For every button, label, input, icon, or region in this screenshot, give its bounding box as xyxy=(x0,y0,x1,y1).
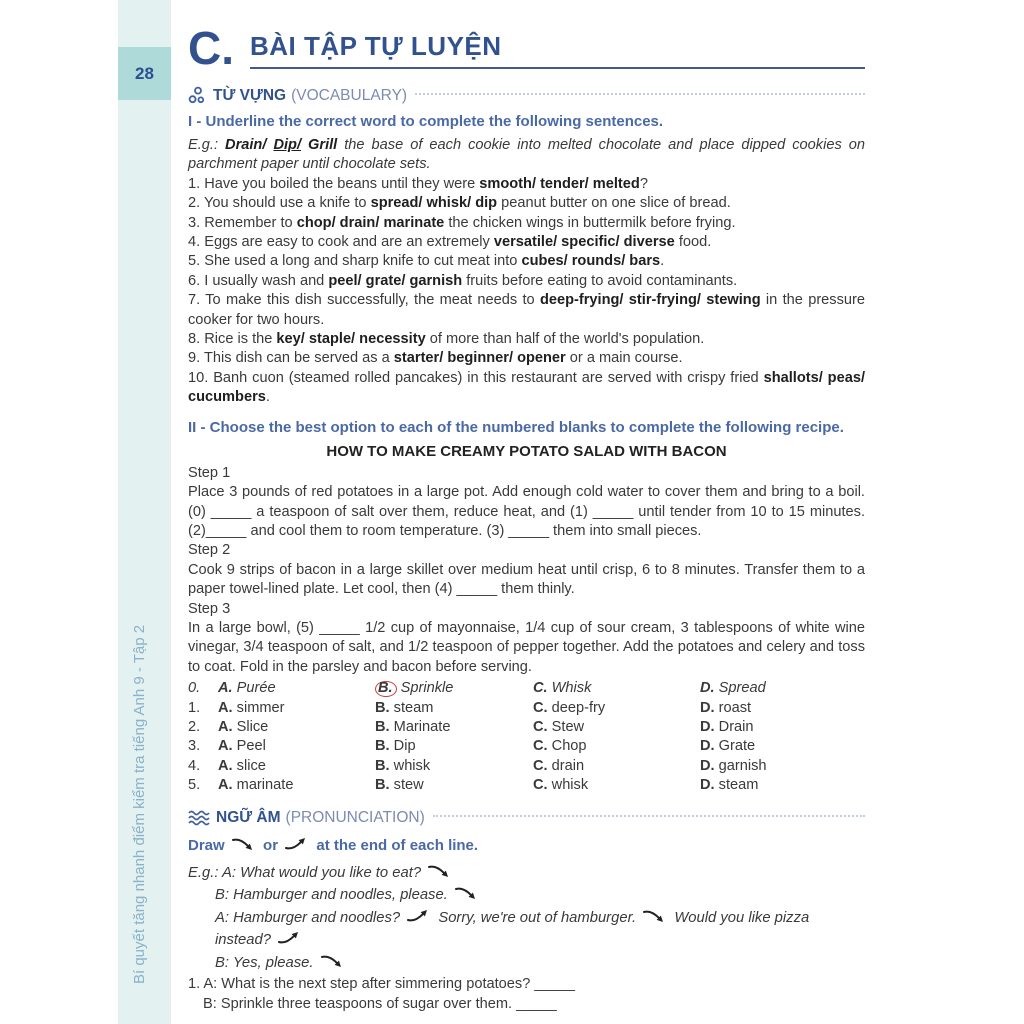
option-cell-a xyxy=(218,679,375,698)
vocabulary-section-head xyxy=(188,86,865,105)
item-num: 10. xyxy=(188,369,214,386)
pron-instruction xyxy=(188,835,865,859)
list-item xyxy=(188,291,865,330)
option-row-num: 4. xyxy=(188,757,201,774)
option-cell-b xyxy=(375,757,533,776)
option-word: Dip xyxy=(393,738,416,755)
option-cell-b-answer xyxy=(375,679,533,698)
list-item xyxy=(188,175,865,194)
options-grid xyxy=(188,679,865,795)
item-pre: Eggs are easy to cook and are an extremely xyxy=(204,234,494,251)
vocab-heading-en: (VOCABULARY) xyxy=(291,86,408,104)
title-underline xyxy=(250,67,865,69)
option-word: whisk xyxy=(393,757,431,774)
item-post: or a main course. xyxy=(565,350,683,367)
item-choices: shallots/ peas/ cucumbers xyxy=(188,369,865,406)
option-cell-d xyxy=(700,737,865,756)
step-paragraph: In a large bowl, (5) _____ 1/2 cup of mayonnaise, 1/4 cup of sour cream, 3 tablespoons of white wine vinegar, 3/4 teaspoon of salt, and 1/2 teaspoon of pepper together. Add the potatoes and celery and toss to coat. Fold in the parsley and bacon before serving. xyxy=(188,619,865,675)
item-pre: To make this dish successfully, the meat needs to xyxy=(205,292,540,309)
option-letter: A. xyxy=(218,680,233,697)
step-label: Step 2 xyxy=(188,542,231,559)
dialogue-text: Would you like pizza instead? xyxy=(215,909,810,949)
item-post: fruits before eating to avoid contaminants. xyxy=(462,272,738,289)
eg-bold1: Drain/ xyxy=(225,137,274,153)
item-num: 6. xyxy=(188,272,205,289)
instr-pre: Draw xyxy=(188,836,225,854)
option-cell-b xyxy=(375,737,533,756)
step-paragraph: Place 3 pounds of red potatoes in a large pot. Add enough cold water to cover them and bring to a boil. (0) _____ a teaspoon of salt over them, reduce heat, and (1) _____ until tender from 10 to 15 minutes. (2)_____ and cool them to room temperature. (3) _____ them into small pieces. xyxy=(188,484,865,539)
pron-heading-vn: NGỮ ÂM xyxy=(216,808,281,826)
list-item xyxy=(188,330,865,349)
list-item xyxy=(188,233,865,252)
option-word: Slice xyxy=(236,718,269,735)
dialogue-line xyxy=(188,863,865,886)
book-title-vertical: Bí quyết tăng nhanh điểm kiểm tra tiếng Anh 9 - Tập 2 xyxy=(131,624,148,984)
option-cell-c xyxy=(533,699,700,718)
option-cell-a xyxy=(218,757,375,776)
option-letter: D. xyxy=(700,699,715,716)
item-choices: versatile/ specific/ diverse xyxy=(493,234,675,251)
dialogue-line xyxy=(188,908,865,953)
option-letter: B. xyxy=(375,777,390,794)
item-choices: smooth/ tender/ melted xyxy=(479,175,640,192)
item-post: food. xyxy=(674,234,712,251)
option-cell-d xyxy=(700,776,865,795)
option-word: Marinate xyxy=(393,718,451,735)
question-text: B: Sprinkle three teaspoons of sugar over them. _____ xyxy=(203,995,557,1012)
option-letter: A. xyxy=(218,718,233,735)
option-letter: C. xyxy=(533,757,548,774)
option-word: stew xyxy=(393,777,424,794)
item-num: 2. xyxy=(188,195,204,212)
option-letter: B. xyxy=(378,680,393,697)
question-line-b xyxy=(188,995,865,1014)
option-letter: B. xyxy=(375,699,390,716)
item-choices: starter/ beginner/ opener xyxy=(393,350,566,367)
option-word: Drain xyxy=(718,718,754,735)
option-word: marinate xyxy=(236,777,294,794)
instr-post: at the end of each line. xyxy=(316,836,479,854)
option-cell-c xyxy=(533,679,700,698)
option-word: deep-fry xyxy=(551,699,606,716)
question-line-a xyxy=(188,975,865,994)
list-item xyxy=(188,194,865,213)
option-letter: C. xyxy=(533,777,548,794)
list-item xyxy=(188,214,865,233)
dialogue-text: B: Hamburger and noodles, please. xyxy=(215,887,448,904)
circles-icon xyxy=(188,86,207,105)
option-word: Spread xyxy=(718,680,766,697)
option-cell-c xyxy=(533,776,700,795)
item-post: peanut butter on one slice of bread. xyxy=(497,195,731,212)
eg-label: E.g.: xyxy=(188,864,222,881)
option-letter: D. xyxy=(700,718,715,735)
option-cell-c xyxy=(533,757,700,776)
option-cell-c xyxy=(533,737,700,756)
item-choices: peel/ grate/ garnish xyxy=(328,272,463,289)
list-item xyxy=(188,349,865,368)
page-number: 28 xyxy=(135,63,154,83)
item-pre: She used a long and sharp knife to cut meat into xyxy=(204,253,522,270)
item-num: 5. xyxy=(188,253,205,270)
page-content xyxy=(188,24,865,1014)
eg-rest: the base of each cookie into melted chocolate and place dipped cookies on parchment paper until chocolate sets. xyxy=(188,137,865,173)
dialogue-text: B: Yes, please. xyxy=(215,954,314,971)
option-word: slice xyxy=(236,757,266,774)
item-pre: Remember to xyxy=(204,214,297,231)
option-cell-d xyxy=(700,699,865,718)
step-paragraph: Cook 9 strips of bacon in a large skillet over medium heat until crisp, 6 to 8 minutes. Transfer them to a paper towel-lined plate. Let cool, then (4) _____ them thinly. xyxy=(188,561,865,598)
vocab-heading-vn: TỪ VỰNG xyxy=(213,86,287,104)
exercise1-example xyxy=(188,136,865,175)
item-post: of more than half of the world's population. xyxy=(425,331,705,348)
item-pre: Banh cuon (steamed rolled pancakes) in this restaurant are served with crispy fried xyxy=(213,369,764,386)
item-choices: chop/ drain/ marinate xyxy=(296,214,445,231)
dialogue-line xyxy=(188,953,865,976)
section-header xyxy=(188,24,865,72)
instr-mid: or xyxy=(263,836,279,854)
item-pre: Have you boiled the beans until they were xyxy=(204,175,480,192)
pron-heading-en: (PRONUNCIATION) xyxy=(285,808,425,826)
option-letter: D. xyxy=(700,680,715,697)
pronunciation-section-head xyxy=(188,809,865,827)
option-word: drain xyxy=(551,757,585,774)
question-num: 1. xyxy=(188,976,204,993)
option-word: garnish xyxy=(718,757,767,774)
list-item xyxy=(188,272,865,291)
item-post: . xyxy=(265,389,270,406)
section-title-wrap xyxy=(250,24,865,69)
waves-icon xyxy=(188,809,210,827)
list-item xyxy=(188,369,865,408)
option-word: Grate xyxy=(718,738,756,755)
option-row-num: 1. xyxy=(188,699,201,716)
item-num: 8. xyxy=(188,331,205,348)
dotted-rule xyxy=(415,93,865,95)
option-letter: B. xyxy=(375,738,390,755)
item-num: 9. xyxy=(188,350,204,367)
option-cell-d xyxy=(700,679,865,698)
option-word: whisk xyxy=(551,777,589,794)
page-title: BÀI TẬP TỰ LUYỆN xyxy=(250,31,502,61)
option-word: Purée xyxy=(236,680,276,697)
option-cell-a xyxy=(218,737,375,756)
item-choices: key/ staple/ necessity xyxy=(276,331,426,348)
dialogue-line xyxy=(188,885,865,908)
eg-bold2: Grill xyxy=(301,137,345,153)
option-letter: B. xyxy=(375,757,390,774)
item-num: 4. xyxy=(188,234,205,251)
item-pre: Rice is the xyxy=(204,331,277,348)
option-row-num: 2. xyxy=(188,718,201,735)
falling-arrow-icon xyxy=(643,908,667,931)
option-letter: B. xyxy=(375,718,390,735)
list-item xyxy=(188,252,865,271)
option-letter: C. xyxy=(533,680,548,697)
step-label: Step 3 xyxy=(188,600,231,617)
dotted-rule xyxy=(433,815,865,817)
item-choices: spread/ whisk/ dip xyxy=(370,195,498,212)
option-word: roast xyxy=(718,699,752,716)
option-cell-d xyxy=(700,757,865,776)
option-letter: A. xyxy=(218,738,233,755)
option-cell-a xyxy=(218,718,375,737)
option-cell-b xyxy=(375,718,533,737)
option-word: Sprinkle xyxy=(400,680,454,697)
option-letter: D. xyxy=(700,757,715,774)
item-post: the chicken wings in buttermilk before frying. xyxy=(444,214,736,231)
option-word: steam xyxy=(393,699,434,716)
dialogue-text: A: Hamburger and noodles? xyxy=(215,909,401,926)
option-row-num: 3. xyxy=(188,738,201,755)
option-cell-c xyxy=(533,718,700,737)
item-choices: deep-frying/ stir-frying/ stewing xyxy=(539,292,761,309)
falling-arrow-icon xyxy=(232,836,256,859)
rising-arrow-icon xyxy=(407,908,431,931)
dialogue-text: Sorry, we're out of hamburger. xyxy=(438,909,637,926)
eg-underlined-answer: Dip/ xyxy=(273,137,302,153)
option-word: steam xyxy=(718,777,759,794)
option-cell-a xyxy=(218,776,375,795)
rising-arrow-icon xyxy=(278,930,302,953)
option-word: Peel xyxy=(236,738,266,755)
item-post: ? xyxy=(639,175,648,192)
option-letter: D. xyxy=(700,777,715,794)
exercise2-heading: II - Choose the best option to each of the numbered blanks to complete the following recipe. xyxy=(188,418,844,436)
falling-arrow-icon xyxy=(455,885,479,908)
option-cell-d xyxy=(700,718,865,737)
item-post: . xyxy=(660,253,665,270)
option-letter: C. xyxy=(533,738,548,755)
option-letter: A. xyxy=(218,699,233,716)
option-cell-a xyxy=(218,699,375,718)
option-word: Stew xyxy=(551,718,585,735)
recipe-title: HOW TO MAKE CREAMY POTATO SALAD WITH BACON xyxy=(326,442,727,460)
option-letter: C. xyxy=(533,718,548,735)
falling-arrow-icon xyxy=(321,953,345,976)
item-pre: This dish can be served as a xyxy=(203,350,394,367)
item-num: 7. xyxy=(188,292,206,309)
option-row-num: 0. xyxy=(188,680,201,697)
question-text: A: What is the next step after simmering potatoes? _____ xyxy=(203,976,575,993)
option-letter: C. xyxy=(533,699,548,716)
eg-label: E.g.: xyxy=(188,137,226,153)
option-word: simmer xyxy=(236,699,285,716)
dialogue-text: A: What would you like to eat? xyxy=(222,864,422,881)
option-cell-b xyxy=(375,776,533,795)
item-pre: You should use a knife to xyxy=(203,195,371,212)
option-word: Chop xyxy=(551,738,587,755)
option-cell-b xyxy=(375,699,533,718)
page-number-badge xyxy=(118,47,171,100)
option-row-num: 5. xyxy=(188,777,201,794)
item-pre: I usually wash and xyxy=(204,272,329,289)
answer-circle xyxy=(375,681,397,697)
step-label: Step 1 xyxy=(188,464,231,481)
falling-arrow-icon xyxy=(428,863,452,886)
rising-arrow-icon xyxy=(285,836,309,859)
item-post: in the pressure cooker for two hours. xyxy=(188,292,865,328)
item-choices: cubes/ rounds/ bars xyxy=(521,253,661,270)
item-num: 1. xyxy=(188,175,205,192)
item-num: 3. xyxy=(188,214,205,231)
section-letter: C. xyxy=(188,22,234,74)
option-letter: A. xyxy=(218,757,233,774)
option-letter: D. xyxy=(700,738,715,755)
option-word: Whisk xyxy=(551,680,592,697)
exercise1-heading: I - Underline the correct word to complete the following sentences. xyxy=(188,113,664,130)
option-letter: A. xyxy=(218,777,233,794)
